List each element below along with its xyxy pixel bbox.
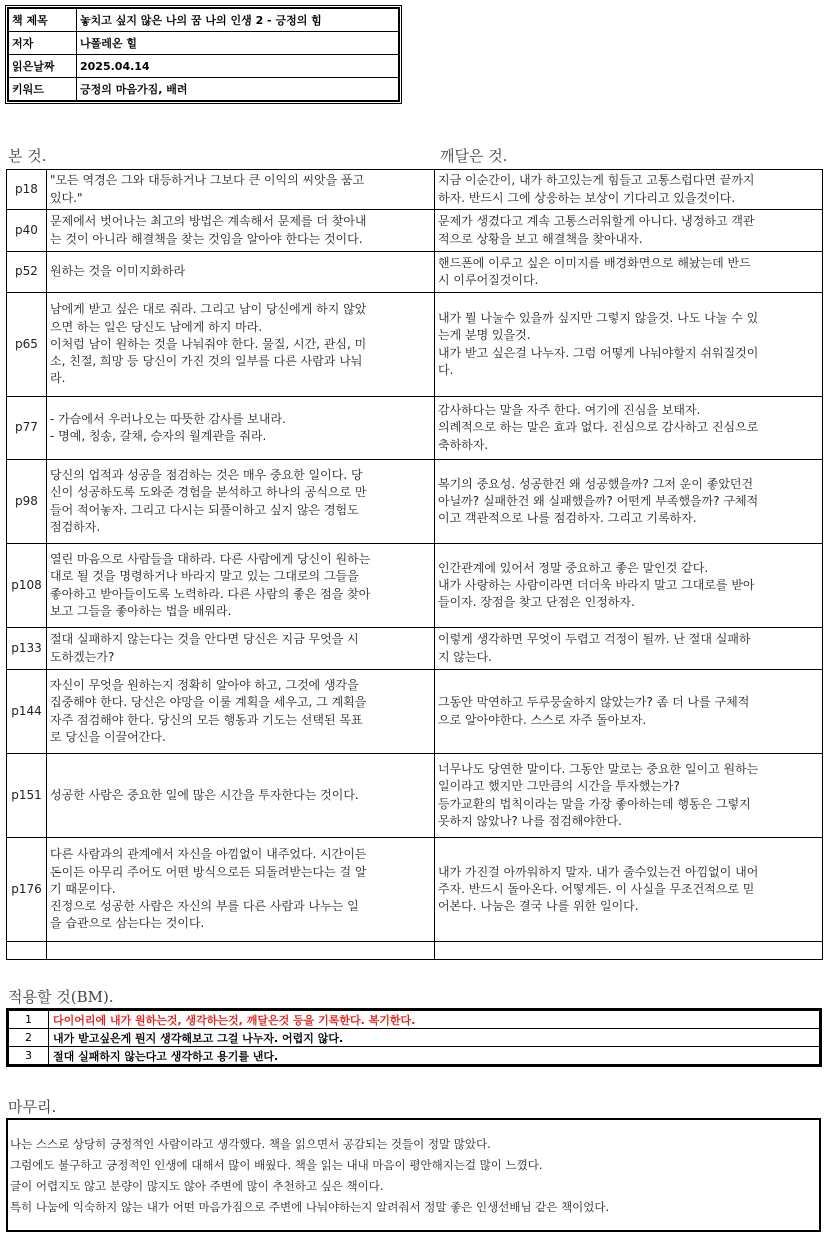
- page-number: p176: [7, 838, 47, 942]
- seen-cell-line: 신이 성공하도록 도와준 경험을 분석하고 하나의 공식으로 만: [50, 485, 367, 500]
- notes-row: [7, 170, 823, 210]
- seen-cell: [47, 670, 435, 754]
- realized-cell-line: 이고 객관적으로 나를 점검하자. 그리고 기록하자.: [438, 511, 697, 526]
- closing-line: 나는 스스로 상당히 긍정적인 사람이라고 생각했다. 책을 읽으면서 공감되는 것들이 정말 많았다.: [10, 1137, 491, 1151]
- seen-cell-line: 소, 친절, 희망 등 당신이 가진 것의 일부를 다른 사람과 나눠: [50, 354, 363, 369]
- seen-cell-line: 성공한 사람은 중요한 일에 많은 시간을 투자한다는 것이다.: [50, 787, 359, 802]
- realized-cell-line: 복기의 중요성. 성공한건 왜 성공했을까? 그저 운이 좋았던건: [438, 476, 754, 491]
- section-title-closing: 마무리.: [8, 1098, 57, 1116]
- seen-cell-line: 으면 하는 일은 당신도 남에게 하지 마라.: [50, 319, 263, 334]
- seen-cell: [47, 628, 435, 670]
- seen-cell: [47, 544, 435, 628]
- notes-row: [7, 544, 823, 628]
- realized-cell-line: 이렇게 생각하면 무엇이 두렵고 걱정이 될까. 난 절대 실패하: [438, 632, 751, 647]
- realized-cell-line: 적으로 상황을 보고 해결책을 찾아내자.: [438, 231, 643, 246]
- realized-cell-line: 인간관계에 있어서 정말 중요하고 좋은 말인것 같다.: [438, 560, 709, 575]
- seen-cell-line: 보고 그들을 좋아하는 법을 배워라.: [50, 603, 232, 618]
- closing-line: 글이 어렵지도 않고 분량이 많지도 않아 주변에 많이 추천하고 싶은 책이다.: [10, 1179, 384, 1193]
- realized-cell-line: 축하하자.: [438, 437, 489, 452]
- realized-cell: [435, 628, 823, 670]
- info-row-keywords: [9, 78, 399, 101]
- notes-row: [7, 293, 823, 397]
- notes-row: [7, 670, 823, 754]
- realized-cell-line: 감사하다는 말을 자주 한다. 여기에 진심을 보태자.: [438, 403, 701, 418]
- seen-cell-line: 이처럼 남이 원하는 것을 나눠줘야 한다. 물질, 시간, 관심, 미: [50, 336, 367, 351]
- apply-row: [9, 1029, 820, 1047]
- seen-cell-line: 다른 사람과의 관계에서 자신을 아낌없이 내주었다. 시간이든: [50, 847, 367, 862]
- seen-cell-line: 로 당신을 이끌어간다.: [50, 729, 166, 744]
- page-number: p151: [7, 754, 47, 838]
- realized-cell-line: 는게 분명 있을것.: [438, 328, 531, 343]
- closing-line: 특히 나눔에 익숙하지 않는 내가 어떤 마음가짐으로 주변에 나눠야하는지 알려줘서 정말 좋은 인생선배님 같은 책이었다.: [10, 1200, 610, 1214]
- seen-cell-line: 을 습관으로 삼는다는 것이다.: [50, 916, 205, 931]
- closing-line: 그럼에도 불구하고 긍정적인 인생에 대해서 많이 배웠다. 책을 읽는 내내 마음이 평안해지는걸 많이 느꼈다.: [10, 1158, 543, 1172]
- seen-cell-line: 열린 마음으로 사람들을 대하라. 다른 사람에게 당신이 원하는: [50, 552, 371, 567]
- realized-cell-line: 등가교환의 법칙이라는 말을 가장 좋아하는데 행동은 그렇지: [438, 796, 751, 811]
- realized-cell-line: 내가 사랑하는 사람이라면 더더욱 바라지 말고 그대로를 받아: [438, 577, 755, 592]
- realized-cell-line: 시 이루어질것이다.: [438, 273, 539, 287]
- realized-cell: [435, 670, 823, 754]
- apply-table: [8, 1010, 820, 1065]
- seen-cell-line: 남에게 받고 싶은 대로 줘라. 그리고 남이 당신에게 하지 않았: [50, 302, 367, 317]
- seen-cell-line: 당신의 업적과 성공을 점검하는 것은 매우 중요한 일이다. 당: [50, 468, 363, 483]
- realized-cell-line: 들이자. 장점을 찾고 단점은 인정하자.: [438, 595, 635, 610]
- notes-row: [7, 397, 823, 460]
- page-number: p40: [7, 210, 47, 252]
- realized-cell: [435, 942, 823, 960]
- seen-cell: [47, 754, 435, 838]
- page-number: p108: [7, 544, 47, 628]
- notes-row: [7, 252, 823, 293]
- realized-cell-line: 너무나도 당연한 말이다. 그동안 말로는 중요한 일이고 원하는: [438, 762, 759, 777]
- notes-row: [7, 628, 823, 670]
- section-title-realized: 깨달은 것.: [440, 147, 508, 165]
- realized-cell: [435, 754, 823, 838]
- realized-cell: [435, 460, 823, 544]
- apply-text: 내가 받고싶은게 뭔지 생각해보고 그걸 나누자. 어렵지 않다.: [49, 1029, 820, 1047]
- info-value-keywords: 긍정의 마음가짐, 배려: [77, 78, 399, 101]
- realized-cell-line: 다.: [438, 362, 454, 377]
- info-row-author: [9, 32, 399, 55]
- notes-row: [7, 754, 823, 838]
- notes-row: [7, 210, 823, 252]
- realized-cell-line: 내가 받고 싶은걸 나누자. 그럼 어떻게 나눠야할지 쉬워질것이: [438, 345, 759, 360]
- page-number: [7, 942, 47, 960]
- notes-row: [7, 838, 823, 942]
- realized-cell-line: 지 않는다.: [438, 649, 492, 664]
- info-key-title: 책 제목: [9, 9, 77, 32]
- realized-cell-line: 주자. 반드시 돌아온다. 어떻게든. 이 사실을 무조건적으로 믿: [438, 881, 755, 896]
- seen-cell-line: 돈이든 아무리 주어도 어떤 방식으로든 되돌려받는다는 걸 알: [50, 864, 367, 879]
- seen-cell-line: 좋아하고 받아들이도록 노력하라. 다른 사람의 좋은 점을 찾아: [50, 586, 371, 601]
- seen-cell-line: - 가슴에서 우러나오는 따뜻한 감사를 보내라.: [50, 411, 286, 426]
- page-number: p98: [7, 460, 47, 544]
- seen-cell-line: 대로 될 것을 명령하거나 바라지 말고 있는 그대로의 그들을: [50, 569, 359, 584]
- realized-cell-line: 어본다. 나눔은 결국 나를 위한 일이다.: [438, 899, 639, 914]
- realized-cell: [435, 544, 823, 628]
- info-value-title: 놓치고 싶지 않은 나의 꿈 나의 인생 2 - 긍정의 힘: [77, 9, 399, 32]
- seen-cell-line: 있다.": [50, 190, 83, 205]
- info-value-author: 나폴레온 힐: [77, 32, 399, 55]
- apply-num: 3: [9, 1047, 49, 1065]
- seen-cell-line: 절대 실패하지 않는다는 것을 안다면 당신은 지금 무엇을 시: [50, 632, 359, 647]
- realized-cell-line: 하자. 반드시 그에 상응하는 보상이 기다리고 있을것이다.: [438, 190, 736, 205]
- apply-row: [9, 1011, 820, 1029]
- realized-cell: [435, 293, 823, 397]
- seen-cell-line: 집중해야 한다. 당신은 야망을 이룰 계획을 세우고, 그 계획을: [50, 695, 367, 710]
- seen-cell-line: 진정으로 성공한 사람은 자신의 부를 다른 사람과 나누는 일: [50, 899, 359, 914]
- seen-cell-line: 는 것이 아니라 해결책을 찾는 것임을 알아야 한다는 것이다.: [50, 231, 363, 246]
- page-number: p144: [7, 670, 47, 754]
- seen-cell: [47, 942, 435, 960]
- seen-cell: [47, 460, 435, 544]
- notes-row-empty: [7, 942, 823, 960]
- realized-cell: [435, 838, 823, 942]
- apply-num: 2: [9, 1029, 49, 1047]
- seen-cell-line: 기 때문이다.: [50, 881, 116, 896]
- seen-cell-line: 문제에서 벗어나는 최고의 방법은 계속해서 문제를 더 찾아내: [50, 214, 367, 229]
- apply-text: 다이어리에 내가 원하는것, 생각하는것, 깨달은것 등을 기록한다. 복기한다.: [49, 1011, 820, 1029]
- notes-table-body: [7, 170, 823, 960]
- apply-text: 절대 실패하지 않는다고 생각하고 용기를 낸다.: [49, 1047, 820, 1065]
- seen-cell: [47, 210, 435, 252]
- seen-cell-line: 자주 점검해야 한다. 당신의 모든 행동과 기도는 선택된 목표: [50, 712, 363, 727]
- realized-cell-line: 핸드폰에 이루고 싶은 이미지를 배경화면으로 해놨는데 반드: [438, 255, 751, 270]
- notes-table: [6, 169, 823, 960]
- seen-cell: [47, 252, 435, 293]
- info-value-date: 2025.04.14: [77, 55, 399, 78]
- book-info-table: [5, 5, 402, 104]
- seen-cell-line: 라.: [50, 371, 66, 386]
- seen-cell: [47, 293, 435, 397]
- page-number: p133: [7, 628, 47, 670]
- realized-cell: [435, 210, 823, 252]
- section-title-seen: 본 것.: [8, 147, 47, 165]
- realized-cell-line: 그동안 막연하고 두루뭉술하지 않았는가? 좀 더 나를 구체적: [438, 695, 750, 710]
- realized-cell: [435, 397, 823, 460]
- seen-cell-line: 원하는 것을 이미지화하라: [50, 264, 186, 279]
- info-key-keywords: 키워드: [9, 78, 77, 101]
- realized-cell-line: 내가 가진걸 아까워하지 말자. 내가 줄수있는건 아낌없이 내어: [438, 864, 759, 879]
- seen-cell-line: 점검하자.: [50, 519, 101, 534]
- apply-row: [9, 1047, 820, 1065]
- seen-cell-line: 자신이 무엇을 원하는지 정확히 알아야 하고, 그것에 생각을: [50, 678, 359, 693]
- seen-cell: [47, 838, 435, 942]
- realized-cell-line: 으로 알아야한다. 스스로 자주 돌아보자.: [438, 712, 647, 727]
- realized-cell-line: 일이라고 했지만 그만큼의 시간을 투자했는가?: [438, 779, 680, 794]
- realized-cell: [435, 252, 823, 293]
- book-info-grid: [8, 8, 399, 101]
- info-key-author: 저자: [9, 32, 77, 55]
- info-key-date: 읽은날짜: [9, 55, 77, 78]
- realized-cell-line: 아닐까? 실패한건 왜 실패했을까? 어떤게 부족했을까? 구체적: [438, 493, 759, 508]
- closing-text-box: [6, 1118, 821, 1232]
- realized-cell-line: 지금 이순간이, 내가 하고있는게 힘들고 고통스럽다면 끝까지: [438, 173, 755, 188]
- realized-cell-line: 의례적으로 하는 말은 효과 없다. 진심으로 감사하고 진심으로: [438, 420, 759, 435]
- realized-cell: [435, 170, 823, 210]
- section-title-apply: 적용할 것(BM).: [8, 988, 114, 1006]
- page-number: p77: [7, 397, 47, 460]
- realized-cell-line: 문제가 생겼다고 계속 고통스러워할게 아니다. 냉정하고 객관: [438, 214, 755, 229]
- page-number: p65: [7, 293, 47, 397]
- apply-num: 1: [9, 1011, 49, 1029]
- seen-cell-line: 들어 적어놓자. 그리고 다시는 되풀이하고 싶지 않은 경험도: [50, 502, 359, 517]
- seen-cell-line: "모든 역경은 그와 대등하거나 그보다 큰 이익의 씨앗을 품고: [50, 173, 365, 188]
- page-number: p52: [7, 252, 47, 293]
- realized-cell-line: 못하지 않았나? 나를 점검해야한다.: [438, 813, 622, 828]
- info-row-title: [9, 9, 399, 32]
- seen-cell-line: 도하겠는가?: [50, 649, 115, 664]
- seen-cell-line: - 명예, 칭송, 갈채, 승자의 월계관을 줘라.: [50, 429, 267, 443]
- notes-row: [7, 460, 823, 544]
- seen-cell: [47, 170, 435, 210]
- realized-cell-line: 내가 뭘 나눌수 있을까 싶지만 그렇지 않을것. 나도 나눌 수 있: [438, 311, 759, 326]
- seen-cell: [47, 397, 435, 460]
- page-number: p18: [7, 170, 47, 210]
- info-row-date: [9, 55, 399, 78]
